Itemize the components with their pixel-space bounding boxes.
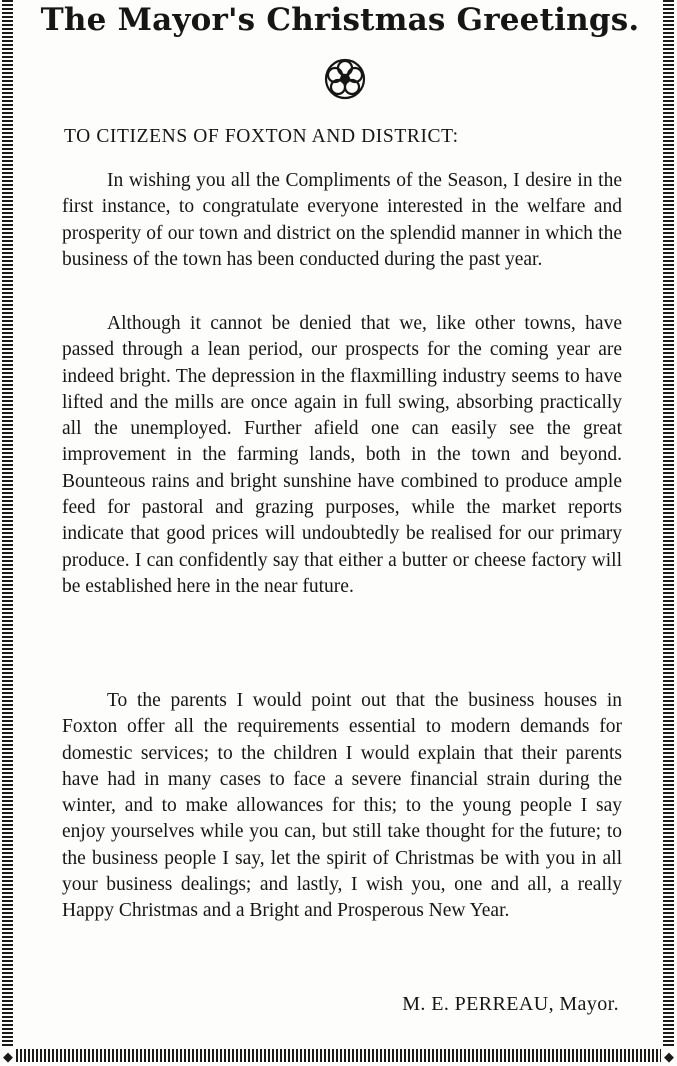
notice-title: The Mayor's Christmas Greetings. [40, 2, 640, 38]
left-decorative-border [2, 0, 13, 1048]
mayor-signature: M. E. PERREAU, Mayor. [402, 993, 619, 1015]
paragraph-address-to-citizens: To the parents I would point out that the business houses in Foxton offer all the requirements essential to modern demands for domestic services; to the children I would explain that their parents have had in many cases to face a severe financial strain during the winter, and to make allowances for this; to the young people I say enjoy yourselves while you can, but still take thought for the future; to the business people I say, let the spirit of Christmas be with you in all your business dealings; and lastly, I wish you, one and all, a really Happy Christmas and a Bright and Prosperous New Year. [62, 690, 622, 922]
right-decorative-border [663, 0, 674, 1048]
corner-diamond-icon: ◆ [664, 1049, 674, 1064]
bottom-decorative-border [16, 1049, 661, 1062]
paragraph-prospects: Although it cannot be denied that we, like other towns, have passed through a lean period, our prospects for the coming year are indeed bright. The depression in the flaxmilling industry seems to have lifted and the mills are once again in full swing, absorbing practically all the unemployed. Further afield one can easily see the great improvement in the farming lands, both in the town and beyond. Bounteous rains and bright sunshine have combined to produce ample feed for pastoral and grazing purposes, while the market reports indicate that good prices will undoubtedly be realised for our primary produce. I can confidently say that either a butter or cheese factory will be established here in the near future. [62, 313, 622, 597]
corner-diamond-icon: ◆ [3, 1049, 13, 1064]
salutation: TO CITIZENS OF FOXTON AND DISTRICT: [64, 126, 459, 147]
paragraph-congratulations: In wishing you all the Compliments of the Season, I desire in the first instance, to congratulate everyone interested in the welfare and prosperity of our town and district on the splendid manner in which the business of the town has been conducted during the past year. [62, 170, 622, 270]
rose-ornament-icon [322, 56, 368, 102]
